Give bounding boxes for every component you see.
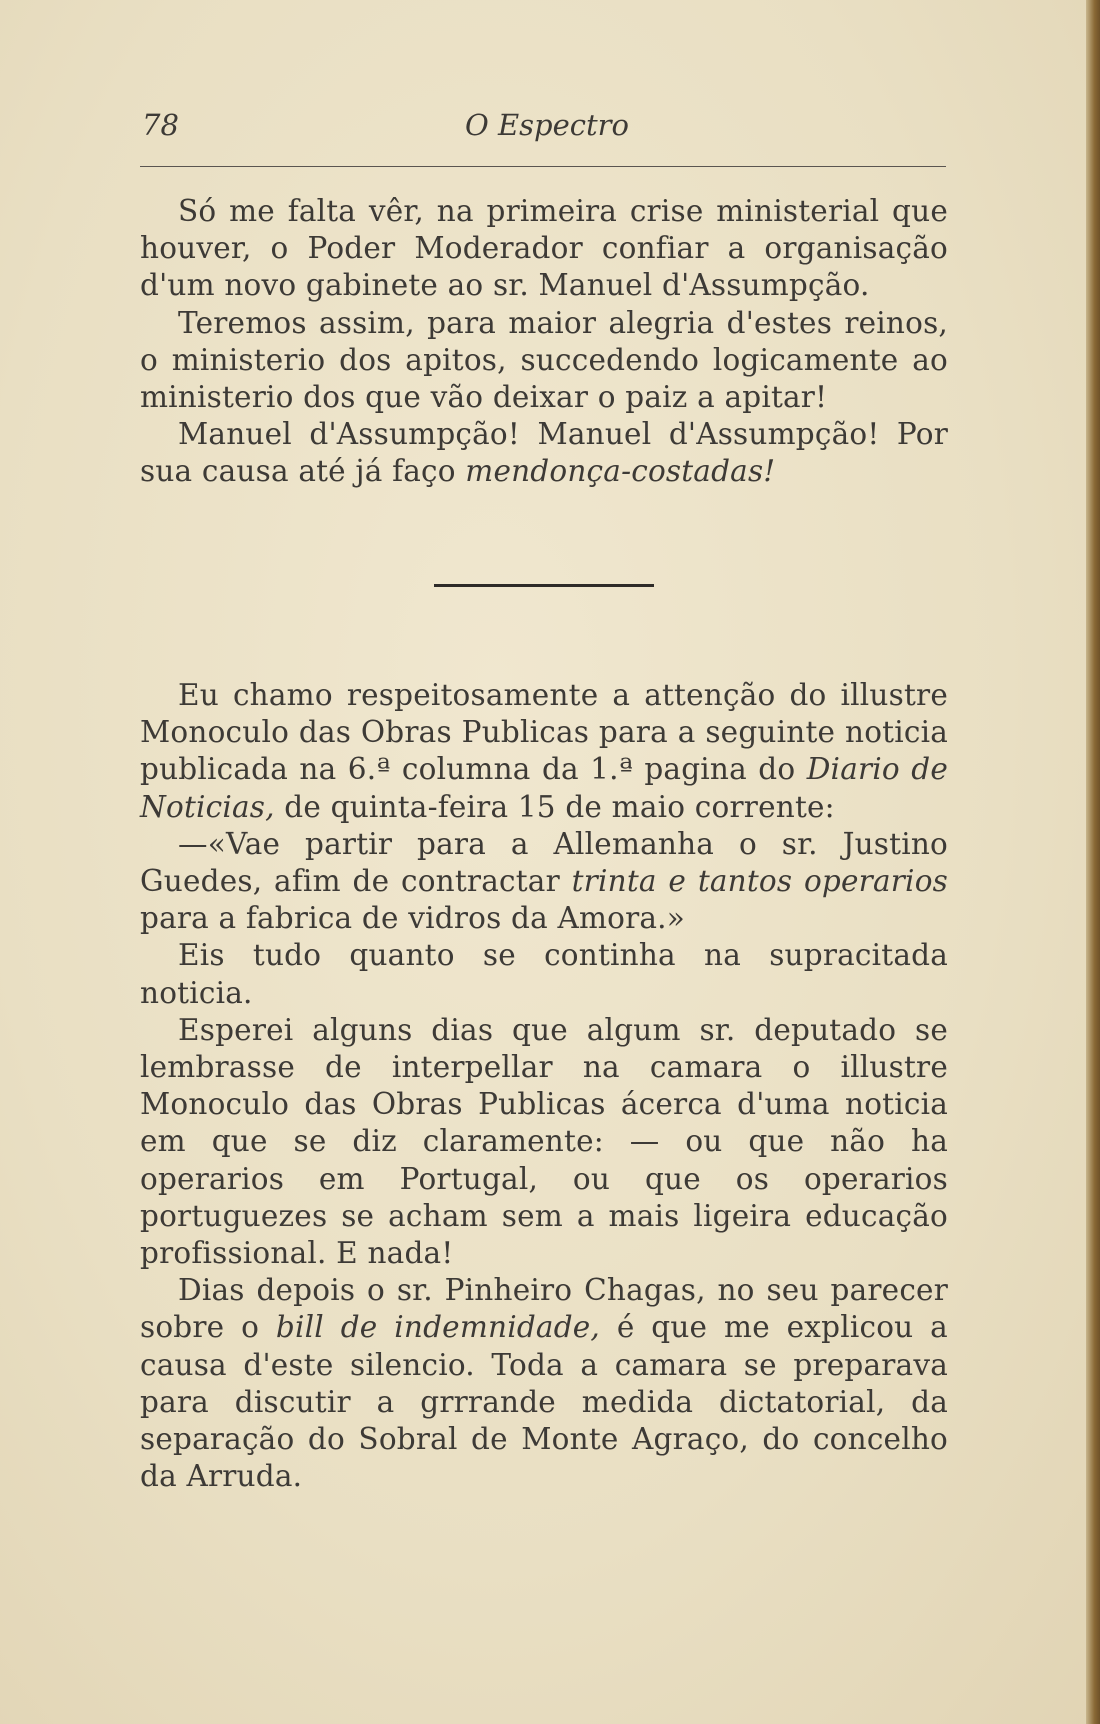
page-number: 78 <box>142 108 179 142</box>
running-title: O Espectro <box>465 108 629 142</box>
paragraph-text: Manuel d'Assumpção! Manuel d'Assumpção! Por sua causa até já faço <box>140 417 948 489</box>
paragraph <box>140 305 948 417</box>
paragraph-text: Eis tudo quanto se continha na supracitada noticia. <box>140 938 948 1010</box>
running-header <box>140 108 948 148</box>
italic-text: Diario de Noticias, <box>140 752 948 824</box>
paragraph <box>140 677 948 826</box>
paragraph-text: —«Vae partir para a Allemanha o sr. Justino Guedes, afim de contractar <box>140 826 948 899</box>
paragraph-text: Eu chamo respeitosamente a attenção do illustre Monoculo das Obras Publicas para a seguinte noticia publicada na 6.ª columna da 1.ª pagina do <box>140 678 948 787</box>
book-spine-edge <box>1086 0 1100 1724</box>
paragraph-text: Teremos assim, para maior alegria d'estes reinos, o ministerio dos apitos, succedendo logicamente ao ministerio dos que vão deixar o paiz a apitar! <box>140 305 948 415</box>
paragraph-text: é que me explicou a causa d'este silencio. Toda a camara se preparava para discutir a grrrande medida dictatorial, da separação do Sobral de Monte Agraço, do concelho da Arruda. <box>140 1310 948 1494</box>
paragraph <box>140 1272 948 1495</box>
paragraph-text: Só me falta vêr, na primeira crise ministerial que houver, o Poder Moderador confiar a organisação d'um novo gabinete ao sr. Manuel d'Assumpção. <box>140 194 948 303</box>
paragraph-text: Esperei alguns dias que algum sr. deputado se lembrasse de interpellar na camara o illustre Monoculo das Obras Publicas ácerca d'uma noticia em que se diz claramente: — ou que não ha operarios em Portugal, ou que os operarios portuguezes se acham sem a mais ligeira educação profissional. E nada! <box>140 1012 948 1271</box>
paragraph-text: para a fabrica de vidros da Amora.» <box>140 901 686 936</box>
paragraph <box>140 1012 948 1272</box>
paragraph-text: de quinta-feira 15 de maio corrente: <box>274 789 835 824</box>
paragraph <box>140 826 948 938</box>
paragraph <box>140 416 948 490</box>
header-rule <box>140 166 946 167</box>
italic-text: mendonça-costadas! <box>465 454 776 489</box>
paragraph-text: Dias depois o sr. Pinheiro Chagas, no seu parecer sobre o <box>140 1273 948 1345</box>
paragraph <box>140 193 948 305</box>
italic-text: trinta e tantos operarios <box>571 864 948 899</box>
paragraph <box>140 937 948 1011</box>
text-section-2 <box>140 677 948 1495</box>
section-divider <box>434 584 654 587</box>
text-section-1 <box>140 193 948 491</box>
italic-text: bill de indemnidade, <box>275 1310 601 1345</box>
